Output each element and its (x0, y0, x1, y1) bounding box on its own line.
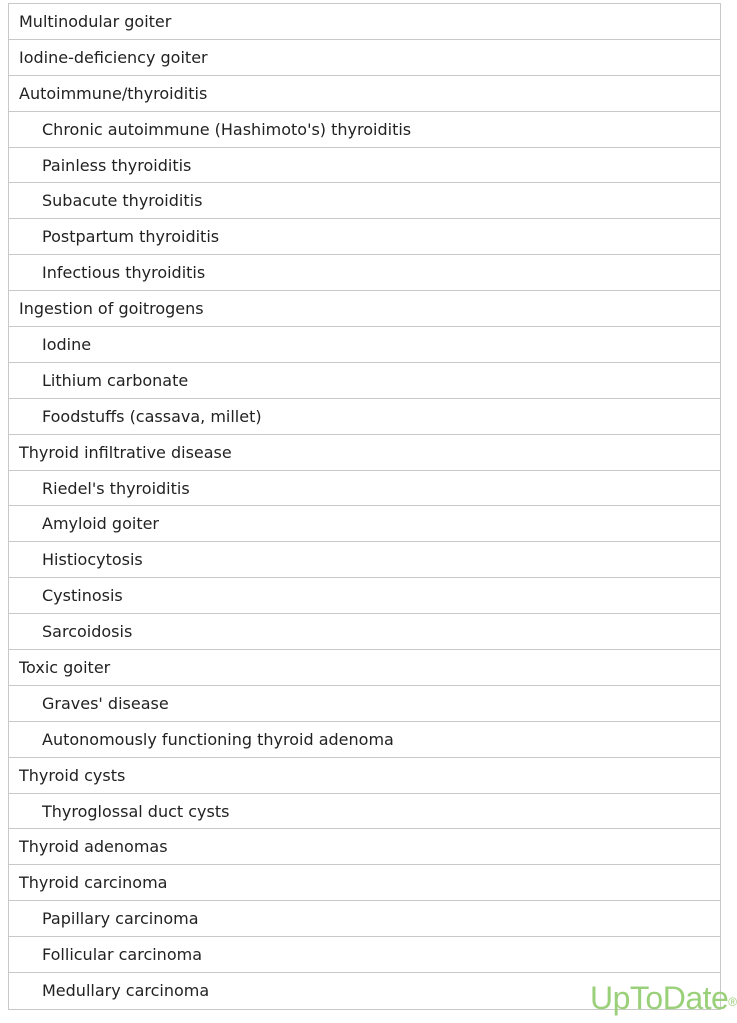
table-row (9, 399, 720, 435)
row-label: Toxic goiter (19, 657, 111, 677)
table-row (9, 255, 720, 291)
table-row (9, 471, 720, 507)
table-row (9, 435, 720, 471)
row-label: Cystinosis (42, 586, 123, 606)
row-label: Histiocytosis (42, 550, 143, 570)
row-label: Multinodular goiter (19, 11, 172, 31)
row-label: Sarcoidosis (42, 622, 133, 642)
row-label: Iodine-deficiency goiter (19, 47, 208, 67)
row-label: Chronic autoimmune (Hashimoto's) thyroiditis (42, 119, 412, 139)
table-row (9, 40, 720, 76)
table-row (9, 291, 720, 327)
table-row (9, 686, 720, 722)
row-label: Follicular carcinoma (42, 945, 202, 965)
table-row (9, 865, 720, 901)
row-label: Thyroid adenomas (19, 837, 168, 857)
registered-mark: ® (728, 995, 737, 1009)
table-row (9, 722, 720, 758)
row-label: Medullary carcinoma (42, 981, 210, 1001)
row-label: Amyloid goiter (42, 514, 160, 534)
table-row (9, 829, 720, 865)
table-row (9, 542, 720, 578)
table-row (9, 937, 720, 973)
table-row (9, 4, 720, 40)
row-label: Painless thyroiditis (42, 155, 192, 175)
table-row (9, 363, 720, 399)
table-row (9, 901, 720, 937)
table-row (9, 219, 720, 255)
row-label: Thyroglossal duct cysts (42, 801, 230, 821)
row-label: Riedel's thyroiditis (42, 478, 190, 498)
row-label: Graves' disease (42, 693, 169, 713)
table-row (9, 650, 720, 686)
logo-text: UpToDate (590, 980, 729, 1016)
table-row (9, 506, 720, 542)
row-label: Autonomously functioning thyroid adenoma (42, 729, 394, 749)
table-row (9, 794, 720, 830)
row-label: Thyroid carcinoma (19, 873, 168, 893)
table-row (9, 76, 720, 112)
table-row (9, 578, 720, 614)
table-row (9, 327, 720, 363)
row-label: Foodstuffs (cassava, millet) (42, 406, 262, 426)
row-label: Papillary carcinoma (42, 909, 199, 929)
table-row (9, 112, 720, 148)
uptodate-logo (590, 978, 737, 1018)
row-label: Iodine (42, 334, 92, 354)
row-label: Postpartum thyroiditis (42, 227, 220, 247)
row-label: Thyroid infiltrative disease (19, 442, 232, 462)
table-row (9, 148, 720, 184)
row-label: Thyroid cysts (19, 765, 126, 785)
row-label: Infectious thyroiditis (42, 263, 206, 283)
table-row (9, 183, 720, 219)
row-label: Ingestion of goitrogens (19, 299, 204, 319)
table-row (9, 758, 720, 794)
row-label: Lithium carbonate (42, 370, 189, 390)
causes-table (8, 3, 721, 1010)
row-label: Autoimmune/thyroiditis (19, 83, 208, 103)
row-label: Subacute thyroiditis (42, 191, 203, 211)
table-row (9, 614, 720, 650)
